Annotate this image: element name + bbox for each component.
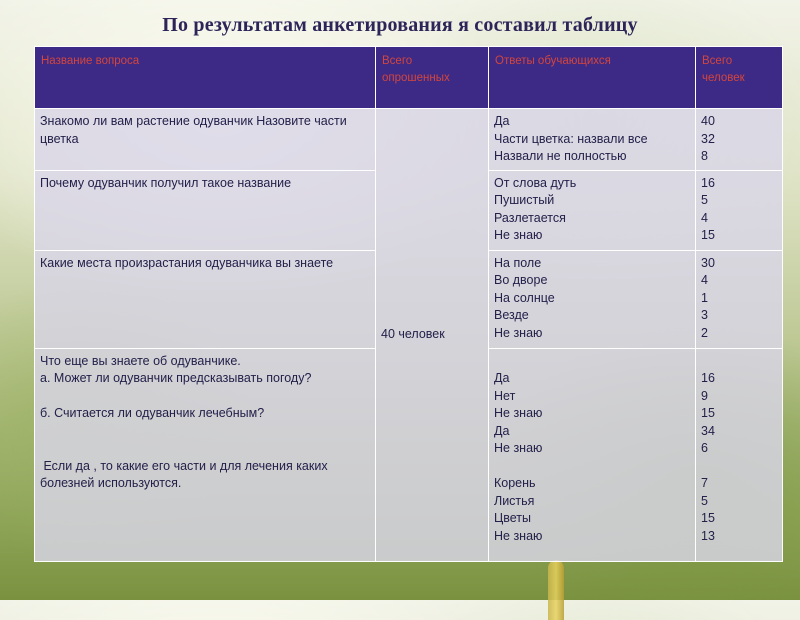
spacer — [40, 440, 370, 458]
count-item: 32 — [701, 131, 715, 146]
answer-item: Разлетается — [494, 210, 566, 225]
count-item: 9 — [701, 388, 708, 403]
counts-cell — [696, 170, 783, 250]
question-cell — [35, 348, 376, 561]
answer-item: Не знаю — [494, 406, 543, 420]
spacer — [40, 388, 370, 406]
counts-cell — [696, 109, 783, 171]
count-item: 3 — [701, 308, 708, 322]
answer-item: Да — [494, 423, 510, 438]
header-total-surveyed: Всего опрошенных — [376, 47, 489, 109]
answer-item: Везде — [494, 308, 529, 322]
answer-item: На солнце — [494, 290, 555, 305]
answers-cell — [489, 348, 696, 561]
spacer — [701, 353, 777, 371]
answers-cell — [489, 109, 696, 171]
header-total-people: Всего человек — [696, 47, 783, 109]
answer-item: Цветы — [494, 511, 531, 525]
question-cell: Какие места произрастания одуванчика вы знаете — [35, 250, 376, 348]
count-item: 15 — [701, 406, 715, 420]
answer-item: На поле — [494, 255, 542, 270]
count-item: 34 — [701, 423, 715, 438]
answer-item: Назвали не полностью — [494, 149, 627, 163]
counts-cell — [696, 348, 783, 561]
answer-item: Не знаю — [494, 325, 543, 340]
answer-item: Листья — [494, 493, 535, 508]
answer-item: Нет — [494, 388, 516, 403]
count-item: 8 — [701, 149, 708, 163]
table-row — [35, 109, 783, 171]
answer-item: Да — [494, 114, 510, 128]
question-line: Что еще вы знаете об одуванчике. — [40, 353, 241, 368]
question-line: Если да , то какие его части и для лечения каких болезней используются. — [40, 458, 332, 490]
header-student-answers: Ответы обучающихся — [489, 47, 696, 109]
answer-item: Да — [494, 371, 510, 385]
count-item: 6 — [701, 441, 708, 455]
count-item: 5 — [701, 193, 708, 207]
total-surveyed-cell: 40 человек — [376, 109, 489, 562]
answers-cell — [489, 170, 696, 250]
answer-item: Не знаю — [494, 528, 543, 543]
count-item: 5 — [701, 493, 708, 508]
count-item: 15 — [701, 228, 715, 242]
answers-cell — [489, 250, 696, 348]
count-item: 7 — [701, 476, 708, 490]
question-line: б. Считается ли одуванчик лечебным? — [40, 406, 265, 420]
count-item: 2 — [701, 325, 708, 340]
survey-table — [34, 46, 783, 562]
count-item: 4 — [701, 273, 708, 287]
count-item: 30 — [701, 255, 715, 270]
count-item: 40 — [701, 114, 715, 128]
spacer — [494, 458, 690, 476]
counts-cell — [696, 250, 783, 348]
count-item: 13 — [701, 528, 715, 543]
answer-item: Пушистый — [494, 193, 555, 207]
spacer — [701, 458, 777, 476]
question-cell: Почему одуванчик получил такое название — [35, 170, 376, 250]
count-item: 15 — [701, 511, 715, 525]
header-question-name: Название вопроса — [35, 47, 376, 109]
answer-item: Не знаю — [494, 228, 543, 242]
question-cell: Знакомо ли вам растение одуванчик Назовите части цветка — [35, 109, 376, 171]
answer-item: Корень — [494, 476, 536, 490]
count-item: 16 — [701, 175, 715, 190]
page-title: По результатам анкетирования я составил таблицу — [162, 14, 638, 36]
table-header-row — [35, 47, 783, 109]
answer-item: От слова дуть — [494, 175, 577, 190]
answer-item: Во дворе — [494, 273, 548, 287]
question-line: а. Может ли одуванчик предсказывать погоду? — [40, 371, 312, 385]
spacer — [494, 353, 690, 371]
count-item: 1 — [701, 290, 708, 305]
answer-item: Части цветка: назвали все — [494, 131, 648, 146]
count-item: 4 — [701, 210, 708, 225]
answer-item: Не знаю — [494, 441, 543, 455]
spacer — [40, 423, 370, 441]
count-item: 16 — [701, 371, 715, 385]
dandelion-stem-decoration — [548, 560, 564, 620]
